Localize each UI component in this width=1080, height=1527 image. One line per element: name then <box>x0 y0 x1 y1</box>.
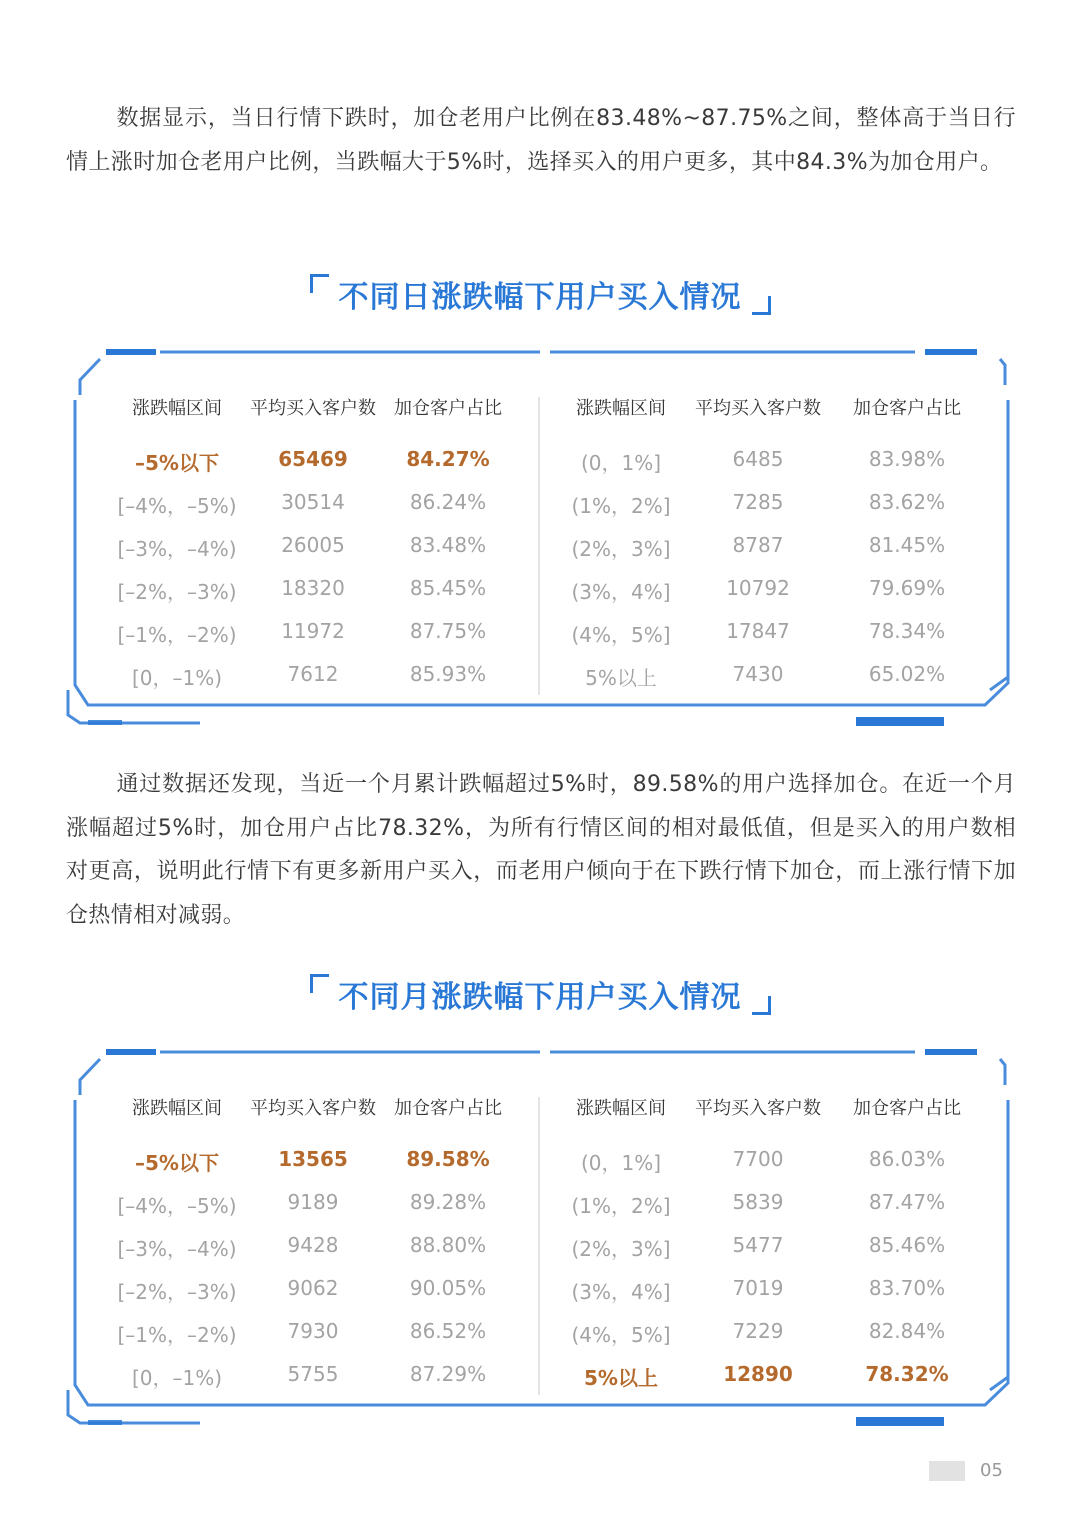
table-cell: 7700 <box>732 1147 784 1171</box>
table-cell: 87.29% <box>409 1362 487 1386</box>
table-cell: 18320 <box>281 576 345 600</box>
column-header: 平均买入客户数 <box>250 398 376 419</box>
column-header: 加仓客户占比 <box>853 1098 961 1119</box>
table-cell: (4%，5%] <box>571 1323 671 1347</box>
table-cell: 5839 <box>732 1190 784 1214</box>
column-header: 平均买入客户数 <box>695 398 821 419</box>
table-cell: 17847 <box>726 619 790 643</box>
table-cell: 90.05% <box>409 1276 487 1300</box>
table-cell: 84.27% <box>406 447 490 471</box>
table-cell: 7612 <box>287 662 339 686</box>
table-cell: 85.93% <box>409 662 487 686</box>
table-cell: 85.46% <box>868 1233 946 1257</box>
table-cell: 7229 <box>732 1319 784 1343</box>
table-cell: 83.98% <box>868 447 946 471</box>
column-header: 加仓客户占比 <box>394 398 502 419</box>
table-2-frame <box>0 1045 1080 1435</box>
bracket-close-icon <box>752 296 771 315</box>
table-1-title: 不同日涨跌幅下用户买入情况 <box>0 272 1080 316</box>
table-cell: [–1%，–2%) <box>117 1323 237 1347</box>
table-cell: [–4%，–5%) <box>117 1194 237 1218</box>
column-header: 涨跌幅区间 <box>132 1098 222 1119</box>
table-cell: 89.58% <box>406 1147 490 1171</box>
table-cell: 86.24% <box>409 490 487 514</box>
table-cell: 5%以上 <box>584 1366 658 1390</box>
column-header: 平均买入客户数 <box>695 1098 821 1119</box>
page-marker <box>929 1461 965 1481</box>
table-cell: [–3%，–4%) <box>117 1237 237 1261</box>
table-cell: 13565 <box>278 1147 348 1171</box>
table-cell: 26005 <box>281 533 345 557</box>
table-cell: 9062 <box>287 1276 339 1300</box>
column-header: 加仓客户占比 <box>853 398 961 419</box>
table-cell: [0，–1%) <box>131 666 223 690</box>
table-cell: –5%以下 <box>135 1151 219 1175</box>
table-cell: 83.62% <box>868 490 946 514</box>
table-cell: (4%，5%] <box>571 623 671 647</box>
table-cell: [–1%，–2%) <box>117 623 237 647</box>
table-cell: 65.02% <box>868 662 946 686</box>
table-cell: 86.03% <box>868 1147 946 1171</box>
table-cell: 9189 <box>287 1190 339 1214</box>
table-2-title: 不同月涨跌幅下用户买入情况 <box>0 972 1080 1016</box>
table-cell: (2%，3%] <box>571 537 671 561</box>
table-cell: 87.47% <box>868 1190 946 1214</box>
table-cell: 12890 <box>723 1362 793 1386</box>
table-cell: [–4%，–5%) <box>117 494 237 518</box>
table-cell: 7930 <box>287 1319 339 1343</box>
table-cell: 78.32% <box>865 1362 949 1386</box>
bracket-open-icon <box>310 974 329 993</box>
table-cell: 5477 <box>732 1233 784 1257</box>
table-cell: 83.70% <box>868 1276 946 1300</box>
paragraph-1: 数据显示，当日行情下跌时，加仓老用户比例在83.48%~87.75%之间，整体高于当日行情上涨时加仓老用户比例，当跌幅大于5%时，选择买入的用户更多，其中84.3%为加仓用户。 <box>66 106 1016 175</box>
table-cell: [–2%，–3%) <box>117 1280 237 1304</box>
table-cell: [–2%，–3%) <box>117 580 237 604</box>
bracket-open-icon <box>310 274 329 293</box>
column-header: 涨跌幅区间 <box>576 398 666 419</box>
table-cell: 5755 <box>287 1362 339 1386</box>
table-cell: [–3%，–4%) <box>117 537 237 561</box>
table-cell: 89.28% <box>409 1190 487 1214</box>
table-cell: 11972 <box>281 619 345 643</box>
table-cell: 7019 <box>732 1276 784 1300</box>
table-cell: [0，–1%) <box>131 1366 223 1390</box>
table-cell: 88.80% <box>409 1233 487 1257</box>
column-header: 平均买入客户数 <box>250 1098 376 1119</box>
table-cell: (2%，3%] <box>571 1237 671 1261</box>
table-cell: (3%，4%] <box>571 580 671 604</box>
bracket-close-icon <box>752 996 771 1015</box>
table-cell: (1%，2%] <box>571 1194 671 1218</box>
column-header: 涨跌幅区间 <box>132 398 222 419</box>
table-cell: 82.84% <box>868 1319 946 1343</box>
table-cell: (1%，2%] <box>571 494 671 518</box>
table-cell: 10792 <box>726 576 790 600</box>
table-cell: 86.52% <box>409 1319 487 1343</box>
column-header: 涨跌幅区间 <box>576 1098 666 1119</box>
table-cell: 81.45% <box>868 533 946 557</box>
table-cell: (3%，4%] <box>571 1280 671 1304</box>
table-cell: 85.45% <box>409 576 487 600</box>
paragraph-2: 通过数据还发现，当近一个月累计跌幅超过5%时，89.58%的用户选择加仓。在近一个月涨幅超过5%时，加仓用户占比78.32%，为所有行情区间的相对最低值，但是买入的用户数相对更高，说明此行情下有更多新用户买入，而老用户倾向于在下跌行情下加仓，而上涨行情下加仓热情相对减弱。 <box>66 772 1016 928</box>
table-cell: 9428 <box>287 1233 339 1257</box>
table-cell: 5%以上 <box>585 666 657 690</box>
page-number: 05 <box>980 1460 1003 1481</box>
table-cell: 79.69% <box>868 576 946 600</box>
table-cell: 7285 <box>732 490 784 514</box>
table-cell: 6485 <box>732 447 784 471</box>
table-cell: 7430 <box>732 662 784 686</box>
table-cell: 30514 <box>281 490 345 514</box>
table-cell: –5%以下 <box>135 451 219 475</box>
table-cell: (0，1%] <box>580 451 662 475</box>
table-cell: 87.75% <box>409 619 487 643</box>
table-cell: 83.48% <box>409 533 487 557</box>
column-header: 加仓客户占比 <box>394 1098 502 1119</box>
table-1-frame <box>0 345 1080 735</box>
table-cell: 65469 <box>278 447 348 471</box>
table-cell: (0，1%] <box>580 1151 662 1175</box>
table-cell: 78.34% <box>868 619 946 643</box>
table-cell: 8787 <box>732 533 784 557</box>
